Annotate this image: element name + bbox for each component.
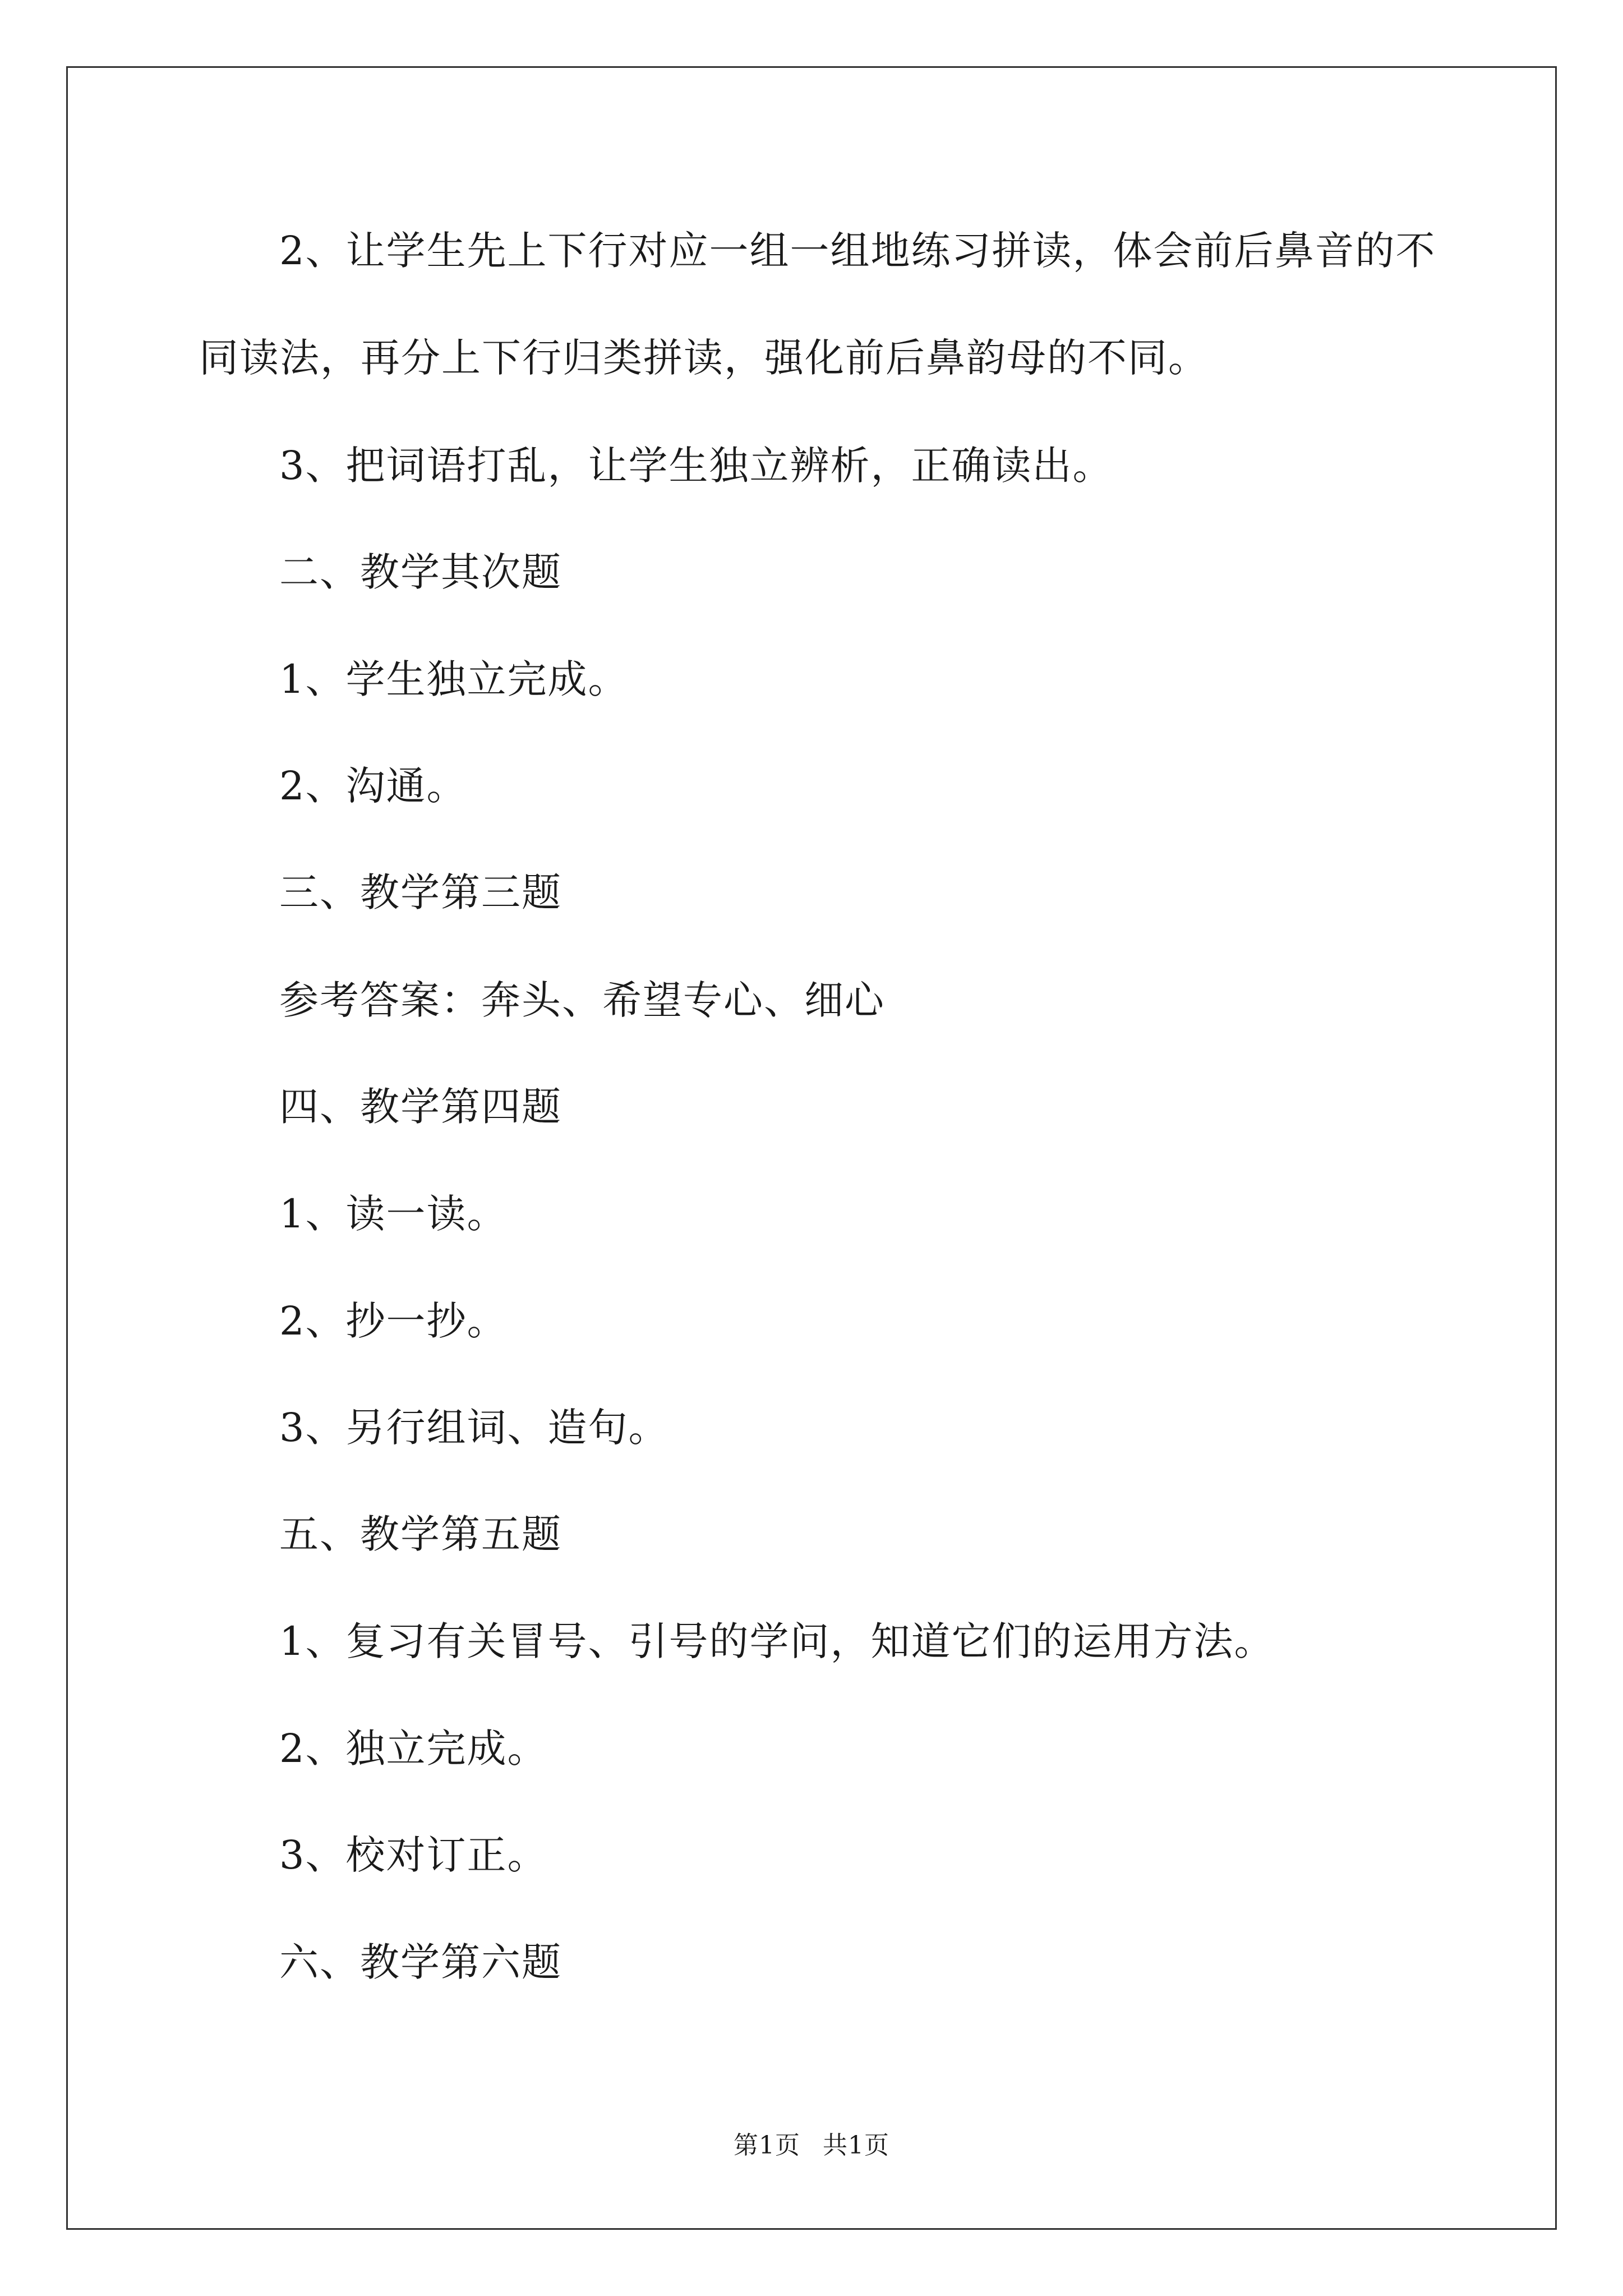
text-line: 1、学生独立完成。 [279, 656, 629, 702]
text-line: 3、校对订正。 [279, 1832, 548, 1878]
text-line: 2、让学生先上下行对应一组一组地练习拼读，体会前后鼻音的不 [279, 228, 1436, 274]
text-line: 2、抄一抄。 [279, 1298, 508, 1344]
page-footer [0, 2129, 1623, 2162]
text-line: 参考答案：奔头、希望专心、细心 [279, 977, 885, 1023]
text-line: 3、把词语打乱，让学生独立辨析，正确读出。 [279, 443, 1113, 489]
page-total: 共1页 [823, 2131, 889, 2160]
text-line: 3、另行组词、造句。 [279, 1405, 669, 1451]
text-line: 2、独立完成。 [279, 1726, 548, 1772]
section-heading: 六、教学第六题 [279, 1939, 562, 1985]
section-heading: 四、教学第四题 [279, 1084, 562, 1130]
page-number: 第1页 [734, 2131, 800, 2160]
text-line: 同读法，再分上下行归类拼读，强化前后鼻韵母的不同。 [199, 335, 1209, 381]
text-line: 2、沟通。 [279, 763, 467, 809]
text-line: 1、读一读。 [279, 1191, 508, 1237]
section-heading: 三、教学第三题 [279, 869, 562, 915]
section-heading: 二、教学其次题 [279, 549, 562, 595]
section-heading: 五、教学第五题 [279, 1511, 562, 1557]
text-line: 1、复习有关冒号、引号的学问，知道它们的运用方法。 [279, 1618, 1275, 1664]
